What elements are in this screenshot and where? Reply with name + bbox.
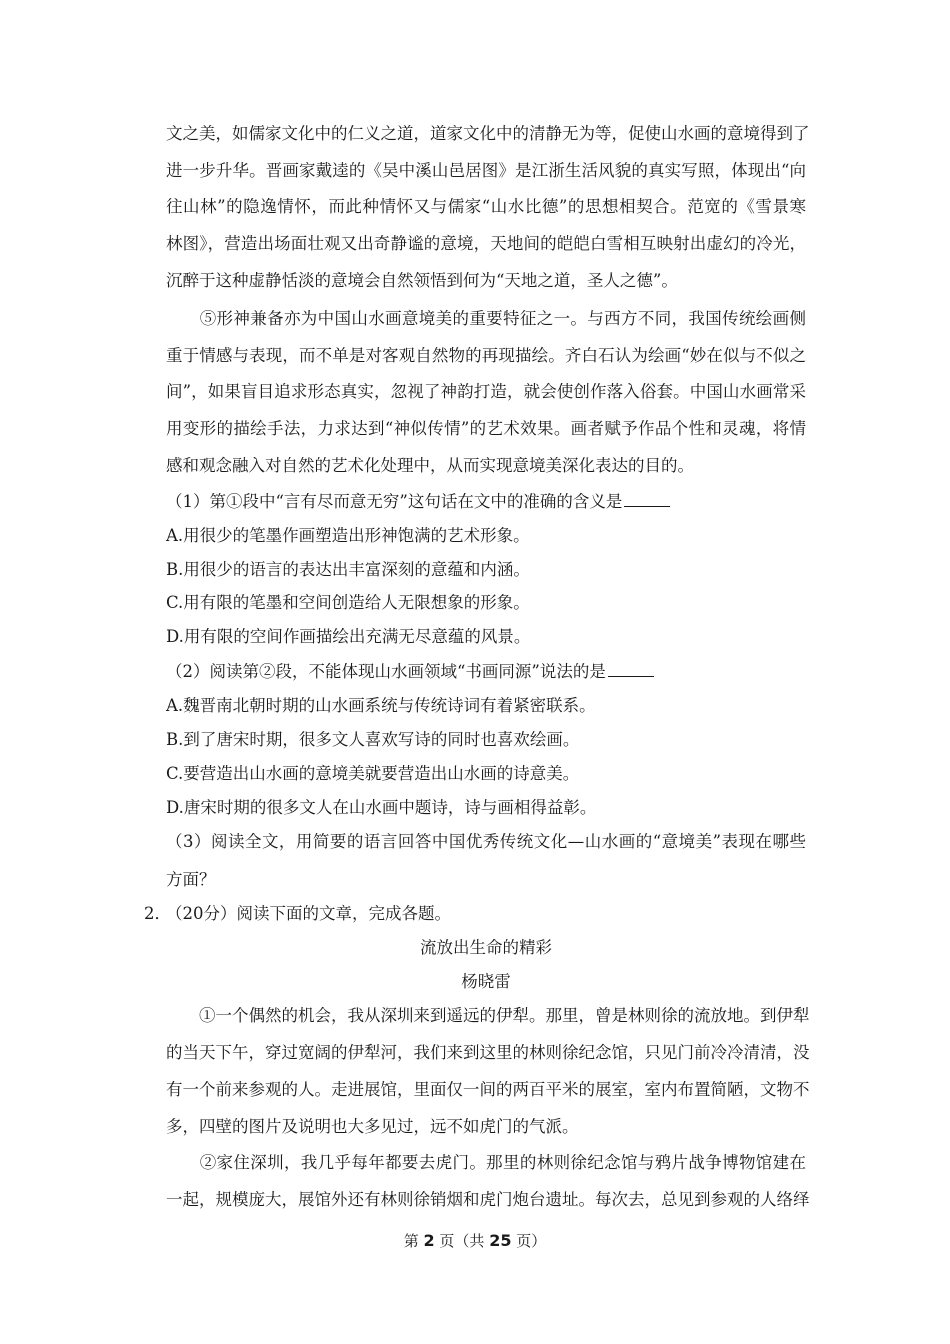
question-number: 2． [144,904,171,923]
question-2-option-b: B.到了唐宋时期，很多文人喜欢写诗的同时也喜欢绘画。 [166,730,580,749]
question-1-option-b: B.用很少的语言的表达出丰富深刻的意蕴和内涵。 [166,560,530,579]
question-2-option-a: A.魏晋南北朝时期的山水画系统与传统诗词有着紧密联系。 [166,696,596,715]
article1-line: 用变形的描绘手法，力求达到“神似传情”的艺术效果。画者赋予作品个性和灵魂，将情 [166,419,806,438]
article-title: 流放出生命的精彩 [420,938,552,957]
article2-line: 一起，规模庞大，展馆外还有林则徐销烟和虎门炮台遗址。每次去，总见到参观的人络绎 [166,1190,810,1209]
article2-line: 的当天下午，穿过宽阔的伊犁河，我们来到这里的林则徐纪念馆，只见门前冷冷清清，没 [166,1043,810,1062]
article2-line: 多，四壁的图片及说明也大多见过，远不如虎门的气派。 [166,1117,579,1136]
question-1-option-c: C.用有限的笔墨和空间创造给人无限想象的形象。 [166,593,530,612]
question-2-option-c: C.要营造出山水画的意境美就要营造出山水画的诗意美。 [166,764,580,783]
article1-line: 间”，如果盲目追求形态真实，忽视了神韵打造，就会使创作落入俗套。中国山水画常采 [166,382,806,401]
page-number: 2 [423,1231,435,1250]
page-footer: 第 2 页（共 25 页） [403,1231,547,1250]
answer-blank [608,662,654,677]
question-1-stem: （1）第①段中“言有尽而意无穷”这句话在文中的准确的含义是 [166,492,806,512]
question-1-option-a: A.用很少的笔墨作画塑造出形神饱满的艺术形象。 [166,526,530,545]
total-pages: 25 [489,1231,512,1250]
question-2-stem: （2）阅读第②段，不能体现山水画领域“书画同源”说法的是 [166,662,806,682]
article1-line: 文之美，如儒家文化中的仁义之道，道家文化中的清静无为等，促使山水画的意境得到了 [166,124,810,143]
question-1-option-d: D.用有限的空间作画描绘出充满无尽意蕴的风景。 [166,627,531,646]
article2-line: ①一个偶然的机会，我从深圳来到遥远的伊犁。那里，曾是林则徐的流放地。到伊犁 [166,1006,810,1025]
article1-line: 沉醉于这种虚静恬淡的意境会自然领悟到何为“天地之道，圣人之德”。 [166,271,678,290]
article2-line: 有一个前来参观的人。走进展馆，里面仅一间的两百平米的展室，室内布置简陋，文物不 [166,1080,810,1099]
article2-line: ②家住深圳，我几乎每年都要去虎门。那里的林则徐纪念馆与鸦片战争博物馆建在 [166,1153,806,1172]
article-author: 杨晓雷 [461,972,511,991]
article1-line: 往山林”的隐逸情怀，而此种情怀又与儒家“山水比德”的思想相契合。范宽的《雪景寒 [166,197,806,216]
section-heading: （20分）阅读下面的文章，完成各题。 [166,904,451,923]
article1-line: 进一步升华。晋画家戴逵的《吴中溪山邑居图》是江浙生活风貌的真实写照，体现出“向 [166,161,806,180]
article1-line: ⑤形神兼备亦为中国山水画意境美的重要特征之一。与西方不同，我国传统绘画侧 [166,309,806,328]
answer-blank [624,492,670,507]
article1-line: 重于情感与表现，而不单是对客观自然物的再现描绘。齐白石认为绘画“妙在似与不似之 [166,346,806,365]
question-2-option-d: D.唐宋时期的很多文人在山水画中题诗，诗与画相得益彰。 [166,798,597,817]
article1-line: 感和观念融入对自然的艺术化处理中，从而实现意境美深化表达的目的。 [166,456,694,475]
question-3-stem-cont: 方面？ [166,870,216,889]
question-3-stem: （3）阅读全文，用简要的语言回答中国优秀传统文化—山水画的“意境美”表现在哪些 [166,832,806,851]
article1-line: 林图》，营造出场面壮观又出奇静谧的意境，天地间的皑皑白雪相互映射出虚幻的冷光， [166,234,806,253]
